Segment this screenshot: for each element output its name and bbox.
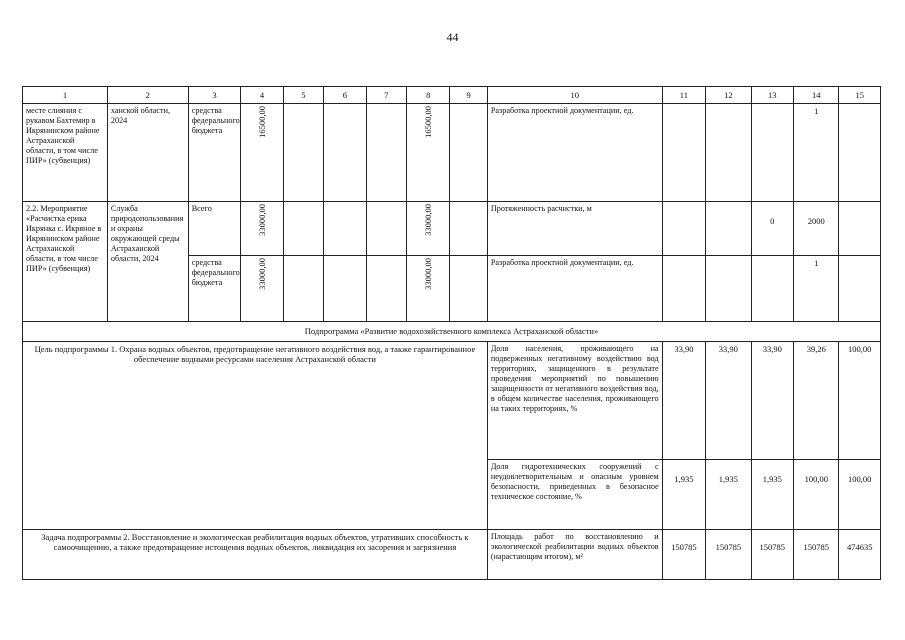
empty-cell xyxy=(839,104,881,202)
column-header: 7 xyxy=(366,87,406,104)
amount-cell xyxy=(241,104,283,202)
empty-cell xyxy=(283,256,323,322)
empty-cell xyxy=(450,104,487,202)
column-header: 9 xyxy=(450,87,487,104)
subprogram-title: Подпрограмма «Развитие водохозяйственного комплекса Астраханской области» xyxy=(23,322,881,342)
column-header: 12 xyxy=(706,87,751,104)
executor-cell: ханской области, 2024 xyxy=(107,104,188,202)
column-header: 3 xyxy=(188,87,241,104)
amount-cell xyxy=(241,202,283,256)
empty-cell xyxy=(283,104,323,202)
empty-cell xyxy=(366,256,406,322)
subprogram-row xyxy=(23,322,881,342)
goal-row xyxy=(23,342,881,460)
empty-cell xyxy=(839,202,881,256)
table-row xyxy=(23,104,881,202)
value-cell: 33,90 xyxy=(706,342,751,460)
funding-source-cell: средства федерального бюджета xyxy=(188,104,241,202)
empty-cell xyxy=(324,202,366,256)
indicator-cell: Доля гидротехнических сооружений с неудовлетворительным и опасным уровнем безопасности, приведенных в безопасное техническое состояние, % xyxy=(487,460,662,530)
column-header: 2 xyxy=(107,87,188,104)
value-cell: 150785 xyxy=(706,530,751,580)
program-table xyxy=(22,86,881,580)
amount-cell xyxy=(406,256,449,322)
value-cell: 33,90 xyxy=(662,342,705,460)
amount-cell xyxy=(406,202,449,256)
column-header: 4 xyxy=(241,87,283,104)
column-header: 13 xyxy=(751,87,793,104)
empty-cell xyxy=(662,256,705,322)
value-cell: 1,935 xyxy=(751,460,793,530)
column-header: 15 xyxy=(839,87,881,104)
column-header: 8 xyxy=(406,87,449,104)
value-cell: 2000 xyxy=(794,202,839,256)
funding-source-cell: средства федерального бюджета xyxy=(188,256,241,322)
value-cell: 1 xyxy=(794,104,839,202)
executor-cell: Служба природопользования и охраны окружающей среды Астраханской области, 2024 xyxy=(107,202,188,322)
amount-cell xyxy=(406,104,449,202)
empty-cell xyxy=(324,256,366,322)
amount-value: 33000,00 xyxy=(256,258,267,290)
amount-value: 33000,00 xyxy=(256,204,267,236)
column-header: 1 xyxy=(23,87,108,104)
value-cell: 1,935 xyxy=(706,460,751,530)
value-cell: 100,00 xyxy=(794,460,839,530)
value-cell: 39,26 xyxy=(794,342,839,460)
empty-cell xyxy=(283,202,323,256)
value-cell: 1 xyxy=(794,256,839,322)
value-cell: 33,90 xyxy=(751,342,793,460)
funding-source-cell: Всего xyxy=(188,202,241,256)
empty-cell xyxy=(706,202,751,256)
amount-cell xyxy=(241,256,283,322)
empty-cell xyxy=(366,104,406,202)
column-header: 11 xyxy=(662,87,705,104)
value-cell: 1,935 xyxy=(662,460,705,530)
empty-cell xyxy=(706,104,751,202)
empty-cell xyxy=(366,202,406,256)
table-row xyxy=(23,202,881,256)
column-header: 5 xyxy=(283,87,323,104)
column-header: 6 xyxy=(324,87,366,104)
goal-text: Цель подпрограммы 1. Охрана водных объектов, предотвращение негативного воздействия вод, а также гарантированное обеспечение водными ресурсами населения Астраханской области xyxy=(23,342,488,530)
empty-cell xyxy=(662,104,705,202)
indicator-cell: Разработка проектной документации, ед. xyxy=(487,104,662,202)
value-cell: 150785 xyxy=(662,530,705,580)
empty-cell xyxy=(839,256,881,322)
empty-cell xyxy=(706,256,751,322)
measure-name-cell: 2.2. Мероприятие «Расчистка ерика Икрянка с. Икряное в Икрянинском районе Астраханской области, в том числе ПИР» (субвенция) xyxy=(23,202,108,322)
page-number: 44 xyxy=(446,30,459,44)
empty-cell xyxy=(751,256,793,322)
task-text: Задача подпрограммы 2. Восстановление и экологическая реабилитация водных объектов, утративших способность к самоочищению, а также предотвращение истощения водных объектов, ликвидация их засорения и загрязнения xyxy=(23,530,488,580)
indicator-cell: Доля населения, проживающего на подверженных негативному воздействию вод территориях, защищенного в результате проведения мероприятий по повышению защищенности от негативного воздействия вод, в общем количестве населения, проживающего на таких территориях, % xyxy=(487,342,662,460)
amount-value: 33000,00 xyxy=(423,204,434,236)
column-number-row xyxy=(23,87,881,104)
empty-cell xyxy=(324,104,366,202)
task-row xyxy=(23,530,881,580)
amount-value: 16500,00 xyxy=(423,106,434,138)
value-cell: 0 xyxy=(751,202,793,256)
empty-cell xyxy=(450,256,487,322)
empty-cell xyxy=(751,104,793,202)
value-cell: 150785 xyxy=(794,530,839,580)
amount-value: 16500,00 xyxy=(256,106,267,138)
empty-cell xyxy=(662,202,705,256)
empty-cell xyxy=(450,202,487,256)
indicator-cell: Протяженность расчистки, м xyxy=(487,202,662,256)
column-header: 14 xyxy=(794,87,839,104)
indicator-cell: Площадь работ по восстановлению и экологической реабилитации водных объектов (нарастающим итогом), м² xyxy=(487,530,662,580)
value-cell: 100,00 xyxy=(839,342,881,460)
value-cell: 150785 xyxy=(751,530,793,580)
amount-value: 33000,00 xyxy=(423,258,434,290)
value-cell: 474635 xyxy=(839,530,881,580)
value-cell: 100,00 xyxy=(839,460,881,530)
indicator-cell: Разработка проектной документации, ед. xyxy=(487,256,662,322)
measure-name-cell: месте слияния с рукавом Бахтемир в Икрянинском районе Астраханской области, в том числе ПИР» (субвенция) xyxy=(23,104,108,202)
column-header: 10 xyxy=(487,87,662,104)
